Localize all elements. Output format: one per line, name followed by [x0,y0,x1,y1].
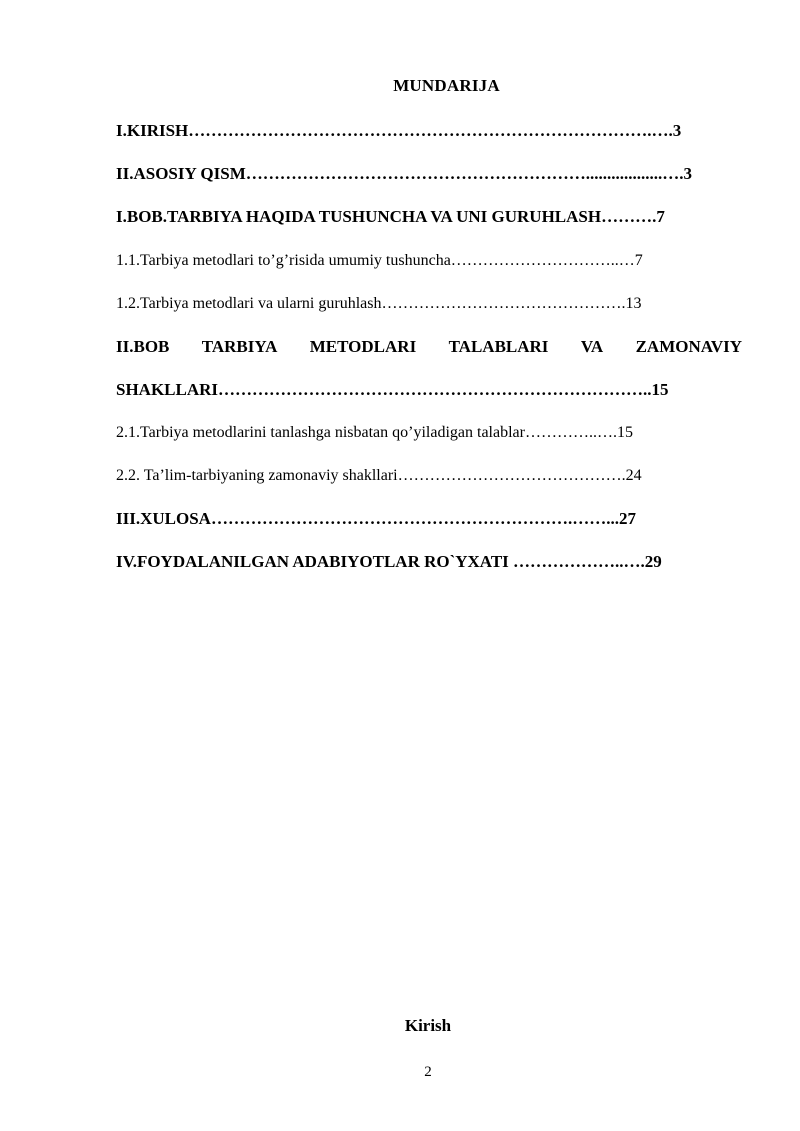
toc-entry-1-1: 1.1.Tarbiya metodlari to’g’risida umumiy tushuncha…………………………..…7 [116,252,643,269]
toc-entry-bob-2-line-2: SHAKLLARI…………………………………………………………………..15 [116,380,669,399]
toc-entry-asosiy-qism: II.ASOSIY QISM……………………………………………………..................….3 [116,164,692,183]
toc-entry-adabiyotlar: IV.FOYDALANILGAN ADABIYOTLAR RO`YXATI ………………..….29 [116,552,662,571]
page-number: 2 [424,1064,432,1080]
toc-entry-1-2: 1.2.Tarbiya metodlari va ularni guruhlash……………………………………….13 [116,295,642,312]
toc-entry-2-1: 2.1.Tarbiya metodlarini tanlashga nisbatan qo’yiladigan talablar…………..….15 [116,424,633,441]
page-title: MUNDARIJA [393,76,500,95]
toc-word: II.BOB [116,337,170,356]
toc-entry-xulosa: III.XULOSA……………………………………………………….……...27 [116,509,636,528]
toc-entry-bob-2-line-1 [116,336,742,358]
toc-word: TALABLARI [448,337,549,356]
next-section-heading: Kirish [404,1016,452,1035]
toc-word: VA [580,337,604,356]
toc-entry-2-2: 2.2. Ta’lim-tarbiyaning zamonaviy shakllari…………………………………….24 [116,467,642,484]
toc-word: METODLARI [309,337,417,356]
toc-entry-bob-1: I.BOB.TARBIYA HAQIDA TUSHUNCHA VA UNI GURUHLASH……….7 [116,207,665,226]
toc-word: TARBIYA [201,337,278,356]
toc-entry-kirish: I.KIRISH……………………………………………………………………….….3 [116,121,682,140]
toc-word: ZAMONAVIY [635,337,742,356]
